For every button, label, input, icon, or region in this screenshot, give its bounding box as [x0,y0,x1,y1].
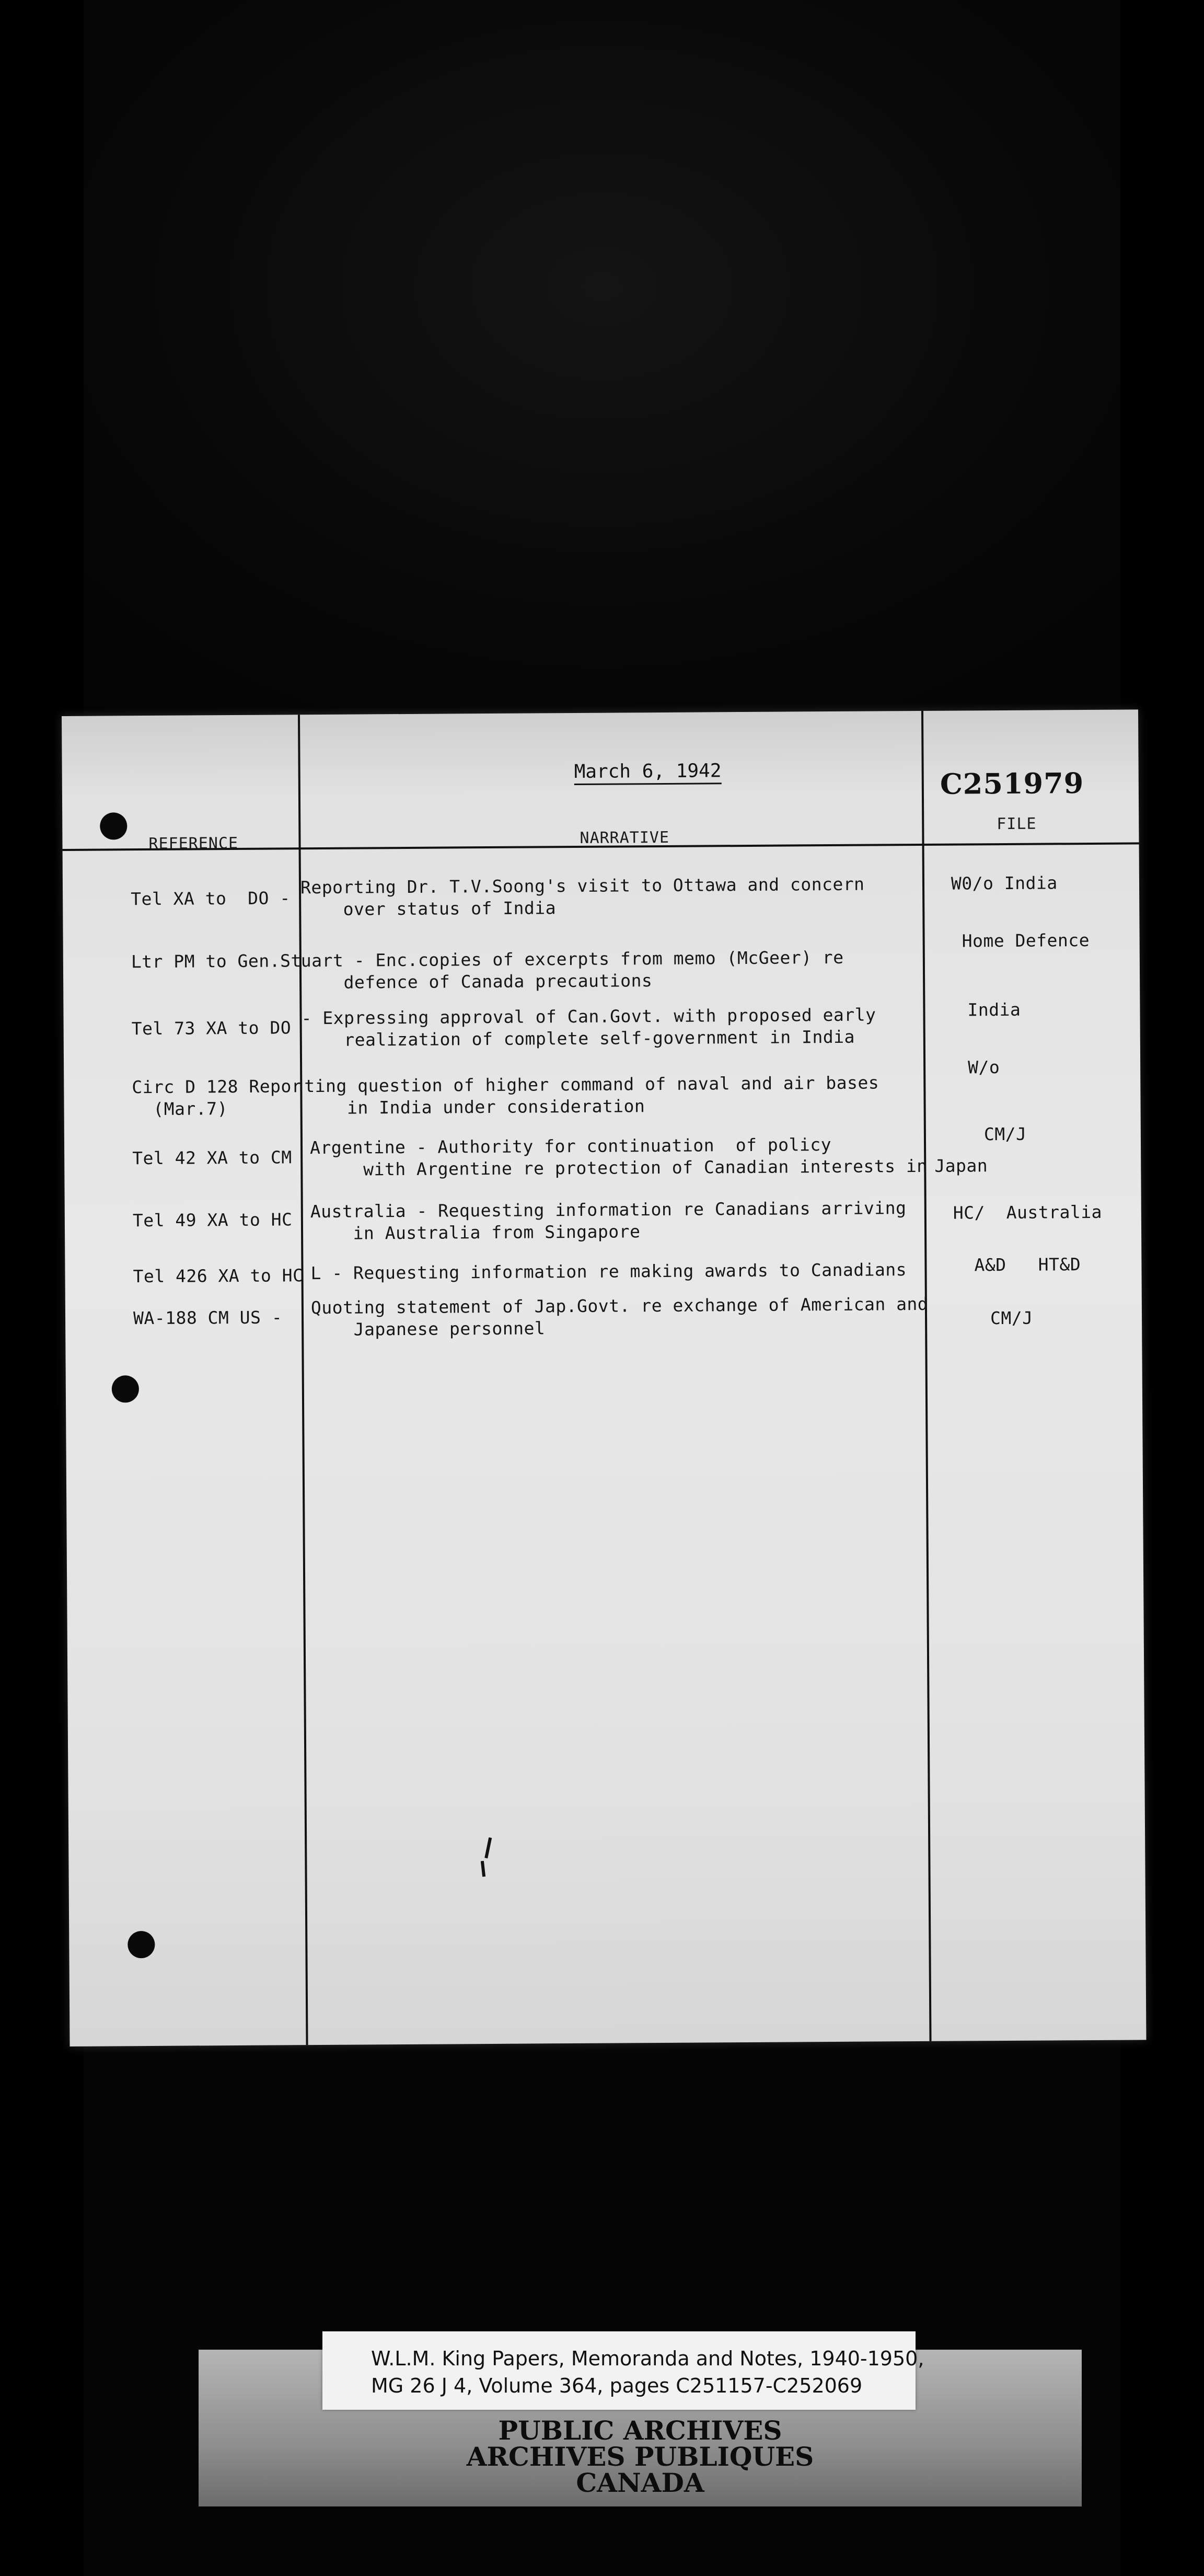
row-6-reference: Tel 49 XA to HC [132,1209,293,1231]
archive-label-card [322,2331,916,2410]
row-1-narrative: Reporting Dr. T.V.Soong's visit to Ottawa and concern over status of India [300,873,865,920]
archive-stamp-line-1: PUBLIC ARCHIVES [498,2415,782,2446]
row-5-file-extra: Japan [934,1155,988,1176]
row-4-file: W/o [968,1057,1000,1078]
document-date: March 6, 1942 [574,760,722,785]
punch-hole-bottom [128,1931,155,1958]
row-7-reference: Tel 426 XA to HC [133,1265,304,1287]
row-8-file: CM/J [990,1307,1033,1329]
row-8-reference: WA-188 CM US - [133,1307,283,1329]
row-8-narrative: Quoting statement of Jap.Govt. re exchange of American and Japanese personnel [310,1293,929,1340]
row-3-reference: Tel 73 XA to DO [131,1017,292,1039]
row-6-file: HC/ Australia [953,1201,1103,1223]
index-card-sheet [62,709,1147,2046]
pen-mark-tail [481,1861,485,1877]
column-header-reference: REFERENCE [148,834,239,853]
row-2-file: Home Defence [962,929,1090,951]
row-6-narrative: Australia - Requesting information re Canadians arriving in Australia from Singapore [310,1198,907,1244]
row-7-file: A&D HT&D [974,1254,1081,1275]
film-background [0,0,1204,716]
punch-hole-top [100,812,127,840]
row-5-file: CM/J [983,1123,1027,1145]
file-number-stamp: C251979 [940,766,1084,801]
column-header-file: FILE [997,814,1037,834]
row-3-narrative: - Expressing approval of Can.Govt. with proposed early realization of complete self-government in India [301,1004,876,1051]
row-5-narrative: Argentine - Authority for continuation of policy with Argentine re protection of Canadian interests in [309,1134,928,1180]
column-divider-right [921,711,932,2041]
archive-label-line-1: W.L.M. King Papers, Memoranda and Notes, 1940-1950, [371,2347,924,2370]
row-4-narrative: ting question of higher command of naval and air bases in India under consideration [304,1072,879,1119]
row-3-file: India [967,999,1021,1020]
row-4-reference: Circ D 128 Repor (Mar.7) [132,1076,303,1120]
archive-label-line-2: MG 26 J 4, Volume 364, pages C251157-C252069 [371,2374,863,2397]
pen-mark [484,1837,492,1858]
row-5-reference: Tel 42 XA to CM [132,1147,292,1169]
archive-stamp-line-2: ARCHIVES PUBLIQUES [466,2441,814,2472]
archive-stamp-line-3: CANADA [576,2467,704,2498]
row-2-narrative: uart - Enc.copies of excerpts from memo (McGeer) re defence of Canada precautions [300,947,844,993]
column-header-narrative: NARRATIVE [580,828,670,847]
row-7-narrative: L - Requesting information re making awards to Canadians [310,1259,907,1284]
row-2-reference: Ltr PM to Gen.St [131,950,302,972]
row-1-reference: Tel XA to DO - [131,888,291,910]
punch-hole-middle [112,1375,139,1402]
row-1-file: W0/o India [951,872,1058,894]
